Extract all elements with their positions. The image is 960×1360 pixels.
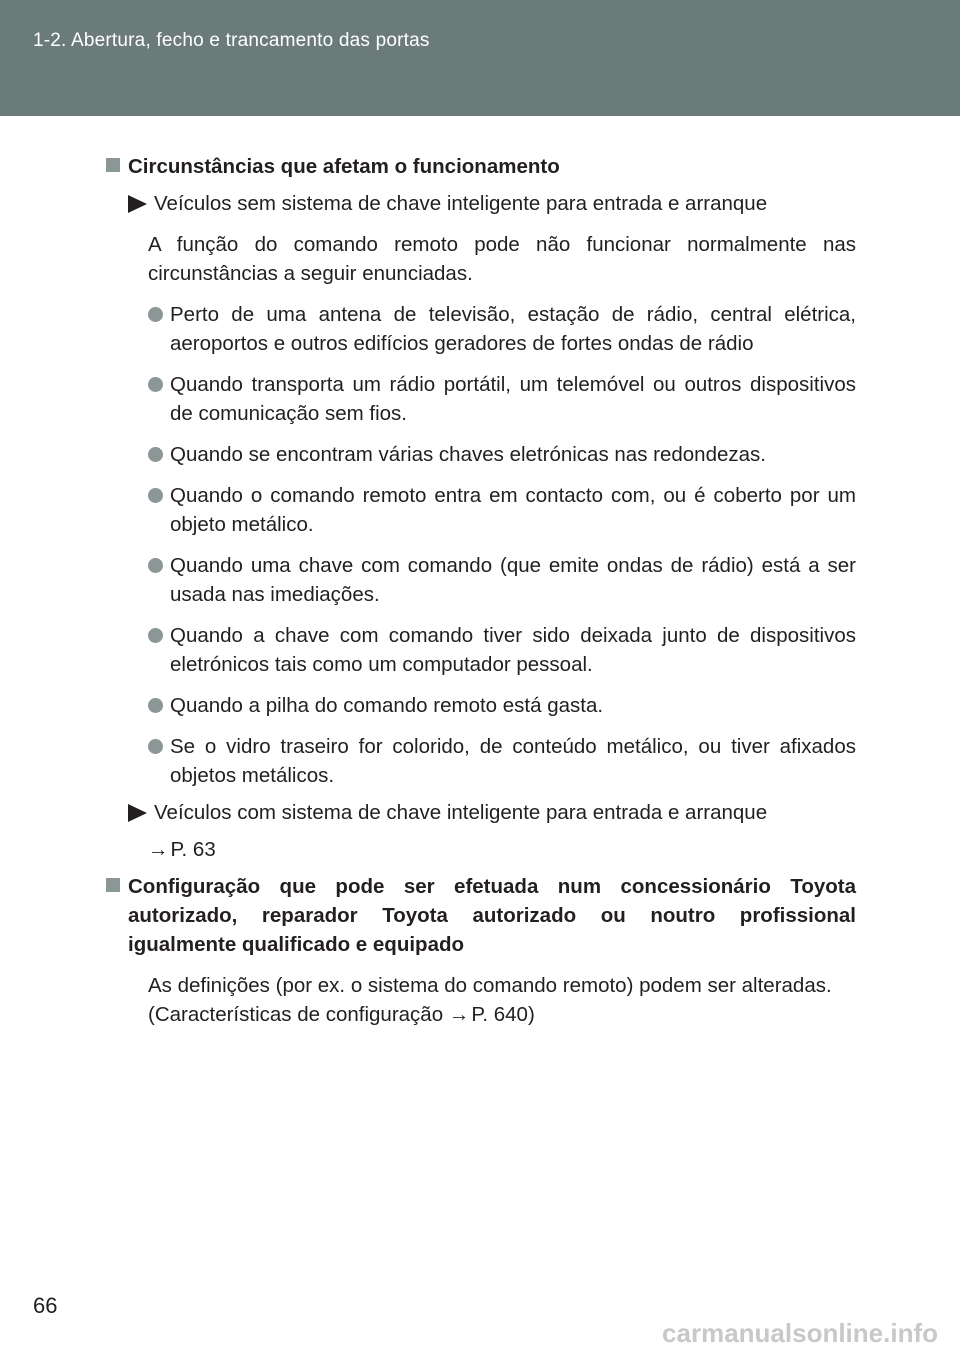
- square-bullet-icon: [106, 158, 120, 172]
- round-bullet-icon: [148, 307, 163, 322]
- list-item-text: Se o vidro traseiro for colorido, de conteúdo metálico, ou tiver afixados objetos metálicos.: [170, 735, 856, 787]
- list-item: [106, 621, 856, 679]
- list-item: [106, 551, 856, 609]
- page-reference-text[interactable]: P. 640): [471, 1003, 535, 1026]
- list-item-text: Quando se encontram várias chaves eletrónicas nas redondezas.: [170, 443, 766, 466]
- round-bullet-icon: [148, 698, 163, 713]
- list-item: [106, 481, 856, 539]
- configuration-paragraph: [106, 971, 856, 1029]
- watermark: carmanualsonline.info: [662, 1318, 938, 1348]
- vehicle-type-no-smart-key: [106, 189, 856, 218]
- vehicle-type-smart-key: [106, 798, 856, 827]
- round-bullet-icon: [148, 377, 163, 392]
- page-number: 66: [33, 1293, 58, 1318]
- list-item-text: Quando a chave com comando tiver sido deixada junto de dispositivos eletrónicos tais como um computador pessoal.: [170, 624, 856, 676]
- triangle-marker-icon: [128, 804, 147, 822]
- page-content: [106, 152, 856, 1029]
- configuration-reference-label: (Características de configuração: [148, 1003, 449, 1026]
- section-heading-circumstances: [106, 152, 856, 181]
- list-item: [106, 732, 856, 790]
- round-bullet-icon: [148, 447, 163, 462]
- round-bullet-icon: [148, 488, 163, 503]
- arrow-right-icon: →: [448, 1003, 470, 1026]
- configuration-reference: [148, 1000, 856, 1029]
- list-item-text: Quando a pilha do comando remoto está gasta.: [170, 694, 604, 717]
- list-item: [106, 440, 856, 469]
- list-item: [106, 300, 856, 358]
- list-item-text: Quando uma chave com comando (que emite ondas de rádio) está a ser usada nas imediações.: [170, 554, 856, 606]
- page-reference-text: P. 63: [170, 838, 216, 861]
- round-bullet-icon: [148, 739, 163, 754]
- configuration-text: As definições (por ex. o sistema do comando remoto) podem ser alteradas.: [148, 974, 832, 997]
- vehicle-type-text: Veículos com sistema de chave inteligente para entrada e arranque: [154, 801, 768, 824]
- chapter-title: 1-2. Abertura, fecho e trancamento das portas: [33, 30, 430, 51]
- list-item-text: Perto de uma antena de televisão, estação de rádio, central elétrica, aeroportos e outros edifícios geradores de fortes ondas de rádio: [170, 303, 856, 355]
- list-item-text: Quando transporta um rádio portátil, um telemóvel ou outros dispositivos de comunicação sem fios.: [170, 373, 856, 425]
- list-item: [106, 370, 856, 428]
- section-heading-text: Circunstâncias que afetam o funcionamento: [128, 155, 560, 178]
- page-reference[interactable]: [106, 835, 856, 864]
- list-item-text: Quando o comando remoto entra em contacto com, ou é coberto por um objeto metálico.: [170, 484, 856, 536]
- section-heading-text: Configuração que pode ser efetuada num concessionário Toyota autorizado, reparador Toyota autorizado ou noutro profissional igualmente qualificado e equipado: [128, 875, 856, 956]
- section-heading-configuration: [106, 872, 856, 959]
- vehicle-type-text: Veículos sem sistema de chave inteligente para entrada e arranque: [154, 192, 768, 215]
- round-bullet-icon: [148, 558, 163, 573]
- list-item: [106, 691, 856, 720]
- header-band: [0, 0, 960, 116]
- arrow-right-icon: →: [148, 838, 169, 861]
- triangle-marker-icon: [128, 195, 147, 213]
- round-bullet-icon: [148, 628, 163, 643]
- intro-paragraph: A função do comando remoto pode não funcionar normalmente nas circunstâncias a seguir enunciadas.: [148, 233, 856, 285]
- square-bullet-icon: [106, 878, 120, 892]
